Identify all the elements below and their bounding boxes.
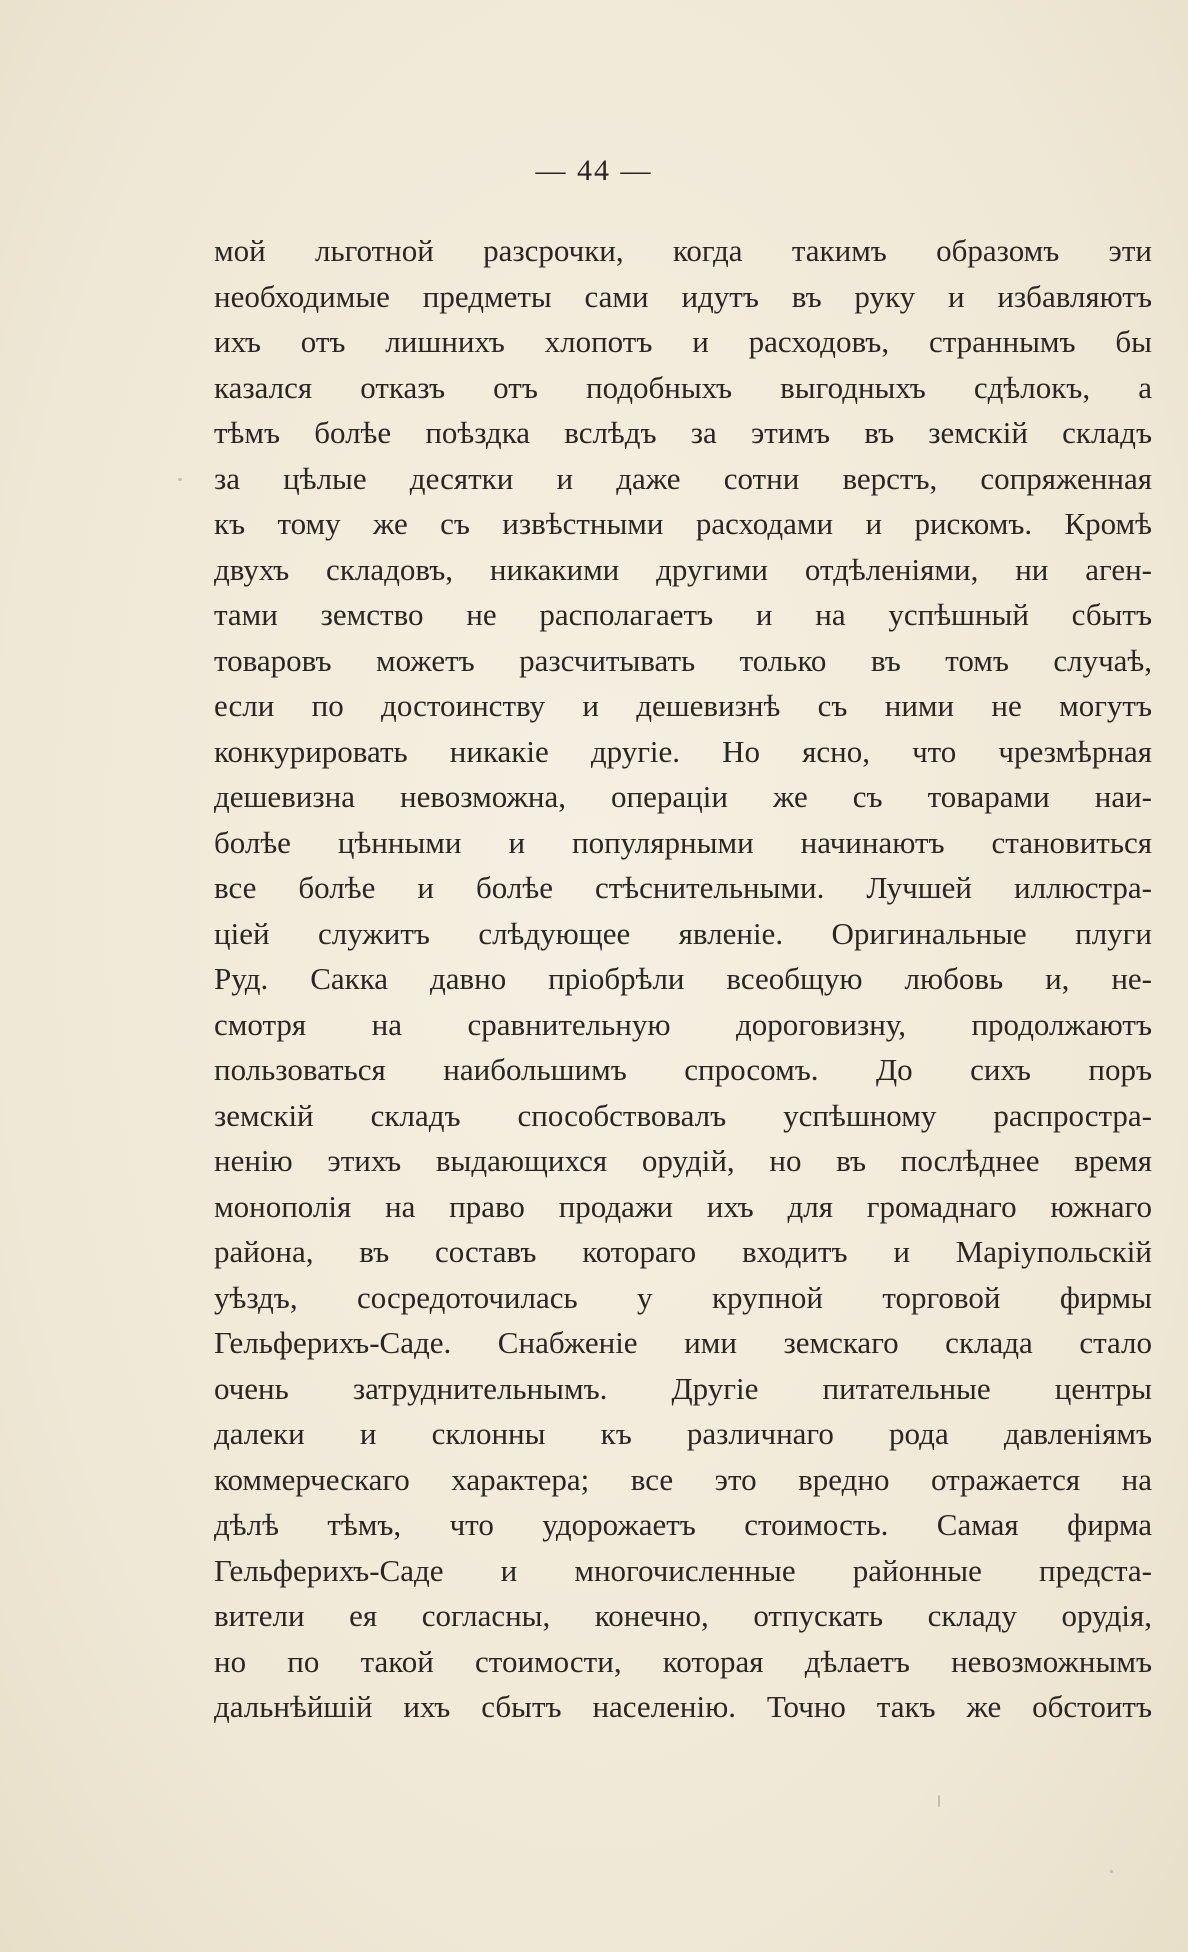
text-line: мой льготной разсрочки, когда такимъ образомъ эти: [214, 233, 1152, 268]
text-line: дальнѣйшій ихъ сбытъ населенію. Точно такъ же обстоитъ: [214, 1689, 1152, 1724]
paper-speck: [178, 478, 182, 481]
text-line: двухъ складовъ, никакими другими отдѣленіями, ни аген-: [214, 551, 1152, 587]
text-line: но по такой стоимости, которая дѣлаетъ невозможнымъ: [214, 1643, 1152, 1679]
body-text: [214, 228, 1152, 1730]
text-line: ихъ отъ лишнихъ хлопотъ и расходовъ, страннымъ бы: [214, 324, 1152, 359]
paper-speck: [1110, 1870, 1113, 1873]
paper-speck: [938, 1795, 940, 1807]
text-line: тѣмъ болѣе поѣздка вслѣдъ за этимъ въ земскій складъ: [214, 415, 1152, 450]
text-line: коммерческаго характера; все это вредно отражается на: [214, 1461, 1152, 1497]
text-line: казался отказъ отъ подобныхъ выгодныхъ сдѣлокъ, а: [214, 369, 1152, 405]
text-line: необходимые предметы сами идутъ въ руку и избавляютъ: [214, 278, 1152, 314]
text-line: района, въ составъ котораго входитъ и Маріупольскій: [214, 1234, 1152, 1269]
text-line: уѣздъ, сосредоточилась у крупной торговой фирмы: [214, 1279, 1152, 1315]
text-line: конкурировать никакіе другіе. Но ясно, что чрезмѣрная: [214, 733, 1152, 769]
text-line: за цѣлые десятки и даже сотни верстъ, сопряженная: [214, 460, 1152, 496]
text-line: Руд. Сакка давно пріобрѣли всеобщую любовь и, не-: [214, 961, 1152, 996]
text-line: ціей служитъ слѣдующее явленіе. Оригинальные плуги: [214, 915, 1152, 951]
text-line: вители ея согласны, конечно, отпускать складу орудія,: [214, 1598, 1152, 1633]
text-line: смотря на сравнительную дороговизну, продолжаютъ: [214, 1006, 1152, 1042]
text-line: къ тому же съ извѣстными расходами и рискомъ. Кромѣ: [214, 506, 1152, 541]
page-number: — 44 —: [535, 154, 653, 187]
text-line: все болѣе и болѣе стѣснительными. Лучшей иллюстра-: [214, 870, 1152, 905]
text-line: тами земство не располагаетъ и на успѣшный сбытъ: [214, 597, 1152, 632]
text-line: пользоваться наибольшимъ спросомъ. До сихъ поръ: [214, 1052, 1152, 1087]
text-line: если по достоинству и дешевизнѣ съ ними не могутъ: [214, 688, 1152, 723]
text-line: болѣе цѣнными и популярными начинаютъ становиться: [214, 824, 1152, 860]
text-line: дѣлѣ тѣмъ, что удорожаетъ стоимость. Самая фирма: [214, 1507, 1152, 1542]
text-line: товаровъ можетъ разсчитывать только въ томъ случаѣ,: [214, 642, 1152, 678]
text-line: далеки и склонны къ различнаго рода давленіямъ: [214, 1416, 1152, 1451]
text-line: дешевизна невозможна, операціи же съ товарами наи-: [214, 779, 1152, 814]
text-line: ненію этихъ выдающихся орудій, но въ послѣднее время: [214, 1143, 1152, 1178]
text-line: Гельферихъ-Саде. Снабженіе ими земскаго склада стало: [214, 1325, 1152, 1360]
text-line: земскій складъ способствовалъ успѣшному распростра-: [214, 1097, 1152, 1133]
text-line: очень затруднительнымъ. Другіе питательные центры: [214, 1370, 1152, 1406]
text-line: монополія на право продажи ихъ для громаднаго южнаго: [214, 1188, 1152, 1224]
text-line: Гельферихъ-Саде и многочисленные районные предста-: [214, 1552, 1152, 1588]
